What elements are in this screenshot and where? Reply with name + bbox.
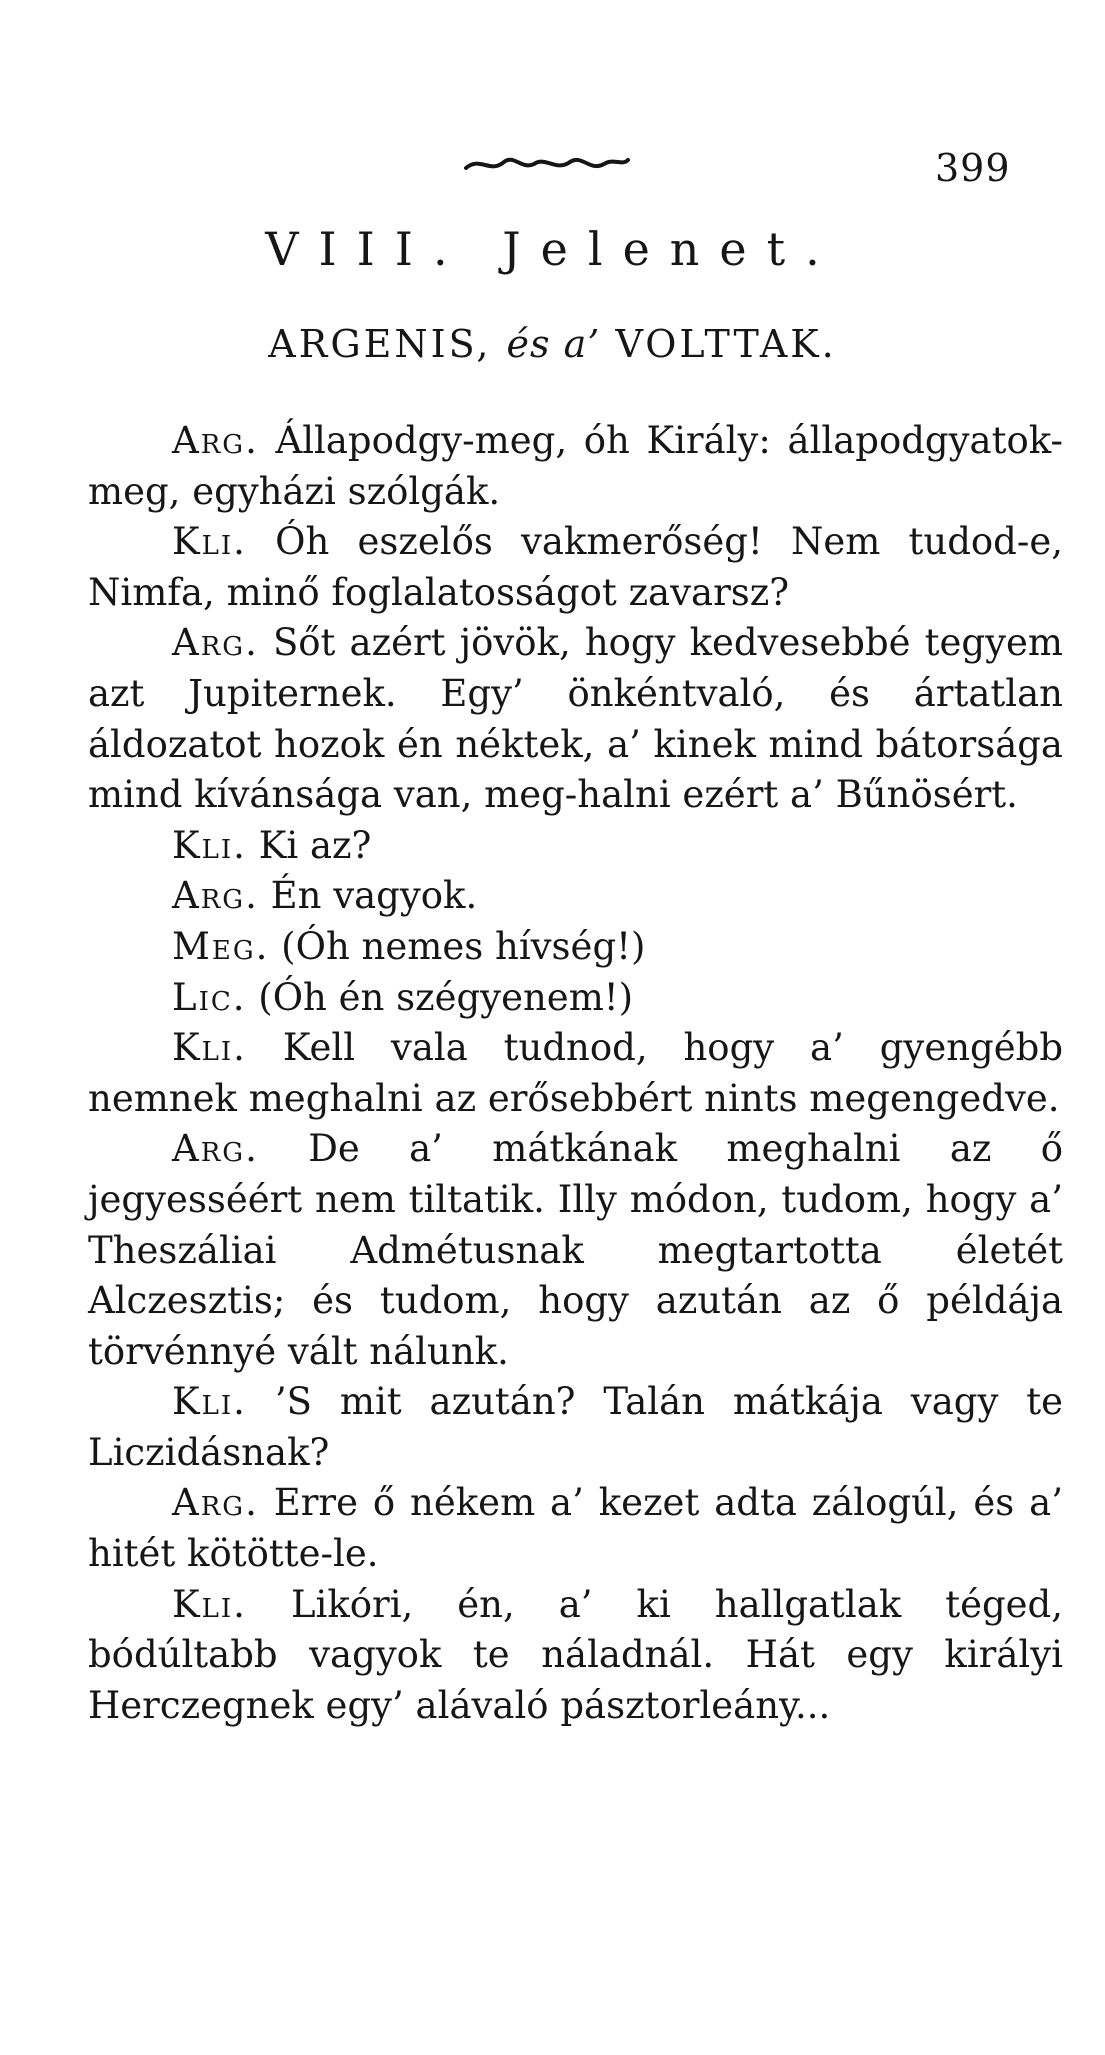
page-number: 399	[935, 146, 1011, 190]
cast-name-argenis: ARGENIS,	[268, 322, 492, 366]
speaker-label: Meg.	[172, 924, 270, 968]
speaker-label: Kli.	[172, 1026, 247, 1070]
speech-text: Óh eszelős vakmerőség! Nem tudod-e, Nimfa, minő foglalatosságot zavarsz?	[88, 520, 1063, 614]
speaker-label: Arg.	[172, 874, 259, 918]
dialogue-line	[88, 416, 1063, 517]
speech-text: Likóri, én, a’ ki hallgatlak téged, bódúltabb vagyok te náladnál. Hát egy királyi Herczegnek egy’ alávaló pásztorleány...	[88, 1582, 1064, 1727]
speaker-label: Kli.	[172, 520, 247, 564]
dialogue-line	[88, 871, 1063, 922]
dialogue-line	[88, 1580, 1063, 1732]
dialogue-line	[88, 1377, 1063, 1478]
dialogue-line	[88, 1023, 1063, 1124]
dialogue-line	[88, 517, 1063, 618]
speech-text: Kell vala tudnod, hogy a’ gyengébb nemnek meghalni az erősebbért nints megengedve.	[88, 1026, 1064, 1120]
speaker-label: Lic.	[172, 975, 247, 1019]
speech-text: Állapodgy-meg, óh Király: állapodgyatok-meg, egyházi szólgák.	[88, 419, 1063, 513]
speaker-label: Kli.	[172, 823, 247, 867]
speech-text: Sőt azért jövök, hogy kedvesebbé tegyem azt Jupiternek. Egy’ önkéntvaló, és ártatlan áldozatot hozok én néktek, a’ kinek mind bátorsága mind kívánsága van, meg-halni ezért a’ Bűnösért.	[88, 621, 1063, 817]
speech-text: (Óh nemes hívség!)	[281, 924, 646, 968]
speaker-label: Arg.	[172, 621, 259, 665]
speech-text: ’S mit azután? Talán mátkája vagy te Liczidásnak?	[88, 1380, 1064, 1474]
speech-text: Ki az?	[258, 823, 372, 867]
cast-conjunction: és a’	[506, 322, 601, 366]
speaker-label: Arg.	[172, 1481, 259, 1525]
dialogue-line	[88, 922, 1063, 973]
dialogue-line	[88, 1124, 1063, 1377]
speech-text: Erre ő nékem a’ kezet adta zálogúl, és a’ hitét kötötte-le.	[88, 1481, 1063, 1576]
speech-text: De a’ mátkának meghalni az ő jegyesséért nem tiltatik. Illy módon, tudom, hogy a’ Theszáliai Admétusnak megtartotta életét Alczesztis; és tudom, hogy azután az ő példája törvénnyé vált nálunk.	[88, 1127, 1063, 1373]
scene-cast	[0, 322, 1105, 366]
speaker-label: Arg.	[172, 419, 259, 462]
dialogue-line	[88, 1478, 1063, 1579]
dialogue-line	[88, 821, 1063, 872]
dialogue-line	[88, 973, 1063, 1024]
speaker-label: Kli.	[172, 1380, 247, 1424]
ornament-icon	[462, 152, 632, 176]
scene-title: VIII. Jelenet.	[265, 222, 840, 276]
dialogue-line	[88, 618, 1063, 820]
dialogue-body	[88, 416, 1063, 1731]
speech-text: (Óh én szégyenem!)	[258, 975, 634, 1019]
speaker-label: Arg.	[172, 1127, 259, 1171]
cast-name-voltak: VOLTTAK.	[615, 322, 837, 366]
speech-text: Én vagyok.	[270, 874, 478, 918]
speaker-label: Kli.	[172, 1582, 247, 1626]
